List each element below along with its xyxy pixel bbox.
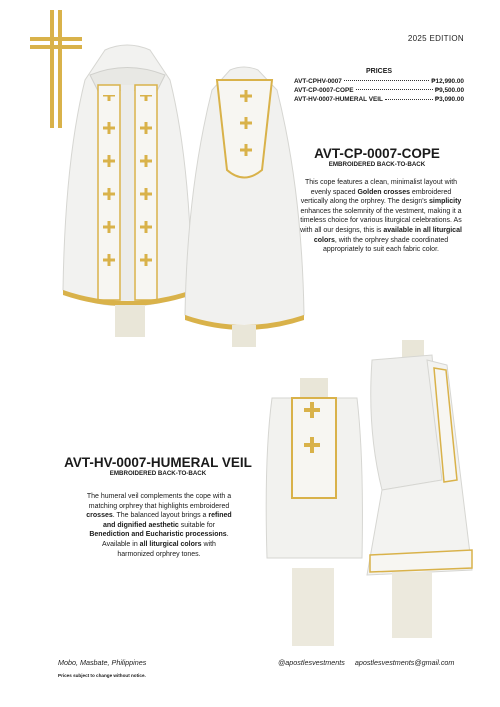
footer-location: Mobo, Masbate, Philippines bbox=[58, 658, 147, 667]
price-value: ₱12,990.00 bbox=[431, 78, 464, 85]
price-value: ₱9,500.00 bbox=[434, 87, 464, 95]
price-code: AVT-CP-0007-COPE bbox=[294, 87, 354, 95]
price-row bbox=[294, 95, 464, 104]
cope-back-crosses bbox=[236, 88, 256, 168]
instagram-handle[interactable]: @apostlesvestments bbox=[278, 658, 345, 667]
price-value: ₱3,090.00 bbox=[434, 96, 464, 104]
price-code: AVT-HV-0007-HUMERAL VEIL bbox=[294, 96, 383, 104]
humeral-veil-side-photo bbox=[362, 340, 477, 640]
cope-subtitle: EMBROIDERED BACK-TO-BACK bbox=[328, 161, 426, 168]
email-address[interactable]: apostlesvestments@gmail.com bbox=[354, 658, 455, 667]
cope-description: This cope features a clean, minimalist layout with evenly spaced Golden crosses embroidered vertically along the orphrey. The design's simplicity enhances the solemnity of the vestment, making it a timeless choice for various liturgical celebrations. As with all our designs, this is available in all liturgical colors, with the orphrey shade coordinated appropriately to suit each fabric color. bbox=[300, 179, 462, 254]
footer-contacts bbox=[278, 658, 462, 667]
price-code: AVT-CPHV-0007 bbox=[294, 78, 342, 85]
prices-title: PRICES bbox=[365, 68, 393, 75]
cope-front-crosses bbox=[98, 95, 158, 295]
edition-label: 2025 EDITION bbox=[407, 34, 464, 43]
prices-box bbox=[294, 68, 464, 105]
cope-title: AVT-CP-0007-COPE bbox=[314, 146, 440, 161]
humeral-veil-title: AVT-HV-0007-HUMERAL VEIL bbox=[64, 455, 252, 470]
humeral-veil-description: The humeral veil complements the cope with a matching orphrey that highlights embroidered crosses. The balanced layout brings a refined and dignified aesthetic suitable for Benediction and Eucharistic processions. Available in all liturgical colors with harmonized orphrey tones. bbox=[86, 493, 232, 558]
humeral-veil-back-crosses bbox=[302, 400, 322, 460]
humeral-veil-subtitle: EMBROIDERED BACK-TO-BACK bbox=[109, 470, 207, 477]
price-row bbox=[294, 77, 464, 86]
footer-note: Prices subject to change without notice. bbox=[58, 673, 146, 678]
price-row bbox=[294, 86, 464, 95]
